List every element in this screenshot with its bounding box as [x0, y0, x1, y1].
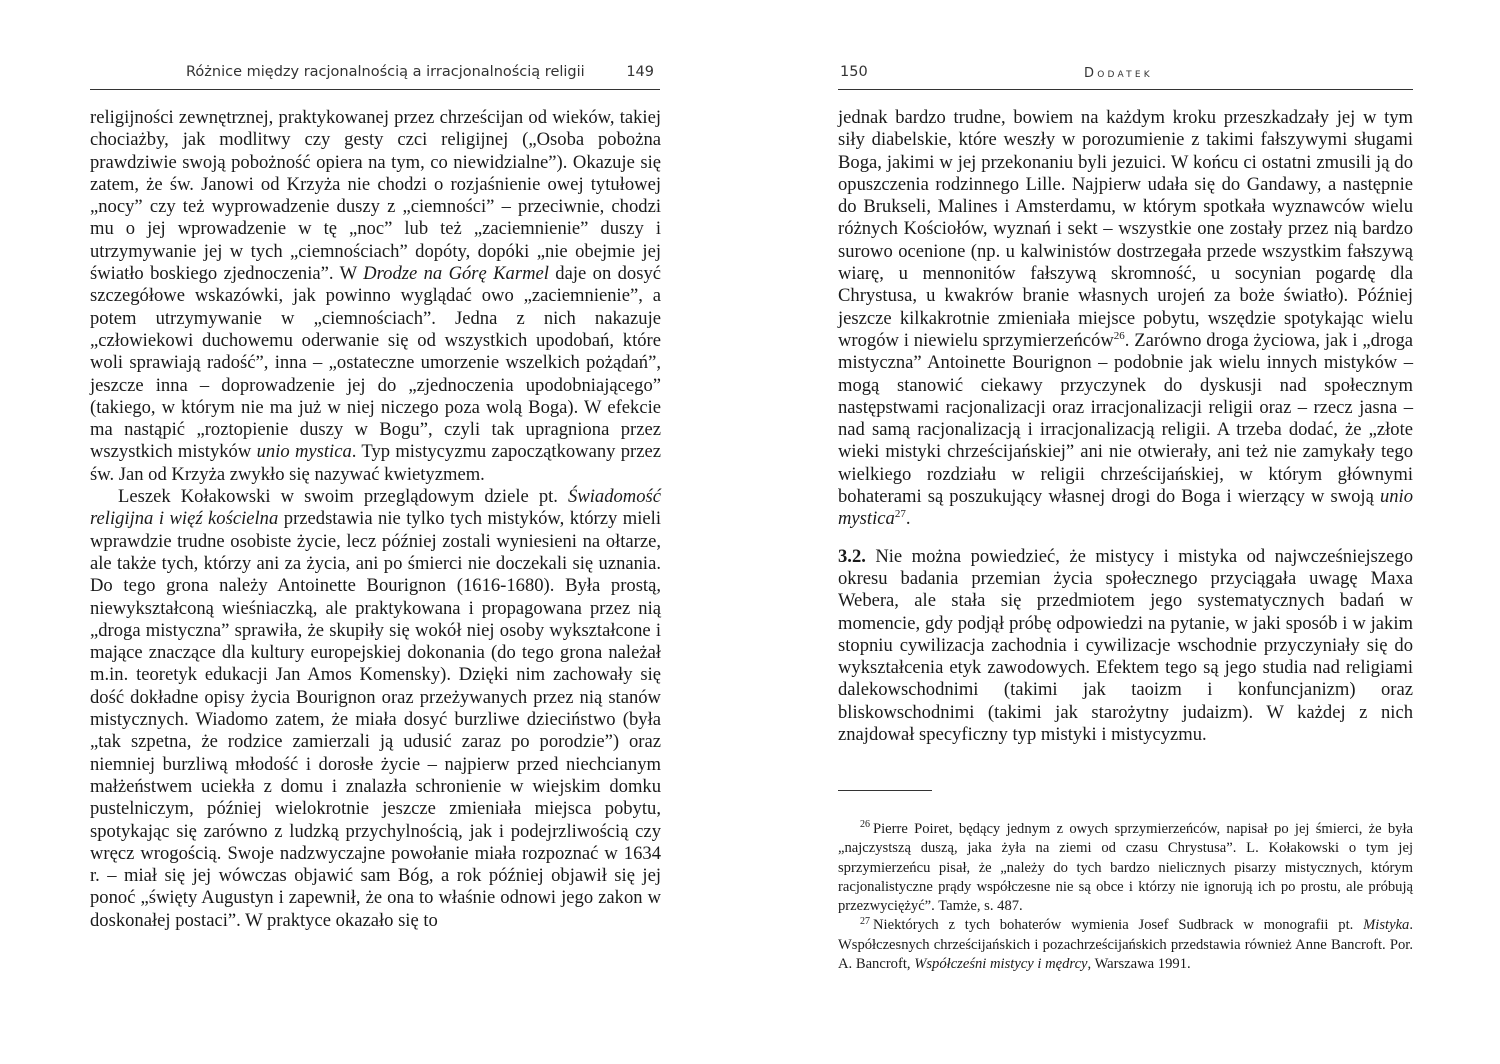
- running-title: Różnice między racjonalnością a irracjonalnością religii: [186, 64, 585, 80]
- text-run: .: [905, 508, 911, 530]
- italic-term: unio mystica: [256, 441, 352, 463]
- italic-title: Świadomość religijna i więź kościelna: [90, 486, 661, 530]
- footnotes: [838, 820, 1413, 974]
- text-run: Leszek Kołakowski w swoim przeglądowym dziele pt.: [118, 486, 569, 508]
- text-run: . Zarówno droga życiowa, jak i „droga mistyczna” Antoinette Bourignon – podobnie jak wielu innych mistyków – mogą stanowić ciekawy przyczynek do dyskusji nad społecznym następstwami racjonalizacji oraz irracjonalizacji religii oraz – rzecz jasna – nad samą racjonalizacją i irracjonalizacją religii. A trzeba dodać, że „złote wieki mistyki chrześcijańskiej” ani nie otwierały, ani też nie zamykały tego wielkiego rozdziału w religii chrześcijańskiej, w którym głównymi bohaterami są poszukujący własnej drogi do Boga i wierzący w swoją: [838, 329, 1413, 508]
- text-run: przedstawia nie tylko tych mistyków, którzy mieli wprawdzie trudne osobiste życie, lecz później zostali wyniesieni na ołtarze, ale także tych, którzy ani za życia, ani po śmierci nie doczekali się uznania. Do tego grona należy Antoinette Bourignon (1616-1680). Była prostą, niewykształconą wieśniaczką, ale praktykowana i propagowana przez nią „droga mistyczna” sprawiła, że skupiły się wokół niej osoby wykształcone i mające znaczące dla kultury europejskiej dokonania (do tego grona należał m.in. teoretyk edukacji Jan Amos Komensky). Dzięki nim zachowały się dość dokładne opisy życia Bourignon oraz przeżywanych przez nią stanów mistycznych. Wiadomo zatem, że miała dosyć burzliwe dzieciństwo (była „tak szpetna, że rodzice zamierzali ją udusić zaraz po porodzie”) oraz niemniej burzliwą młodość i dorosłe życie – najpierw przed niechcianym małżeństwem uciekła z domu i znalazła schronienie w wiejskim domku pustelniczym, później wielokrotnie jeszcze zmieniała miejsca pobytu, spotykając się zarówno z ludzką przychylnością, jak i podejrzliwością czy wręcz wrogością. Swoje nadzwyczajne powołanie miała rozpoznać w 1634 r. – miał się jej wówczas objawić sam Bóg, a rok później objawił się jej ponoć „święty Augustyn i zapewnił, że ona to właśnie odnowi jego zakon w doskonałej postaci”. W praktyce okazało się to: [90, 508, 661, 931]
- text-run: jednak bardzo trudne, bowiem na każdym kroku przeszkadzały jej w tym siły diabelskie, które weszły w porozumienie z takimi fałszywymi sługami Boga, jakimi w jej przekonaniu byli jezuici. W końcu ci ostatni zmusili ją do opuszczenia rodzinnego Lille. Najpierw udała się do Gandawy, a następnie do Brukseli, Malines i Amsterdamu, w którym spotkała wyznawców wielu różnych Kościołów, wyznań i sekt – wszystkie one zostały przez nią bardzo surowo ocenione (np. u kalwinistów dostrzegała przede wszystkim fałszywą wiarę, u mennonitów fałszywą skromność, u socynian pogardę dla Chrystusa, u kwakrów branie własnych urojeń za boże światło). Później jeszcze kilkakrotnie zmieniała miejsce pobytu, wszędzie spotykając wielu wrogów i niewielu sprzymierzeńców: [838, 107, 1413, 351]
- footnote-mark: 27: [860, 915, 870, 927]
- text-run: religijności zewnętrznej, praktykowanej przez chrześcijan od wieków, takiej chociażby, jak modlitwy czy gesty czci religijnej („Osoba pobożna prawdziwie swoją pobożność opiera na tym, co niewidzialne”). Okazuje się zatem, że św. Janowi od Krzyża nie chodzi o rozjaśnienie owej tytułowej „nocy” czy też wyprowadzenie duszy z „ciemności” – przeciwnie, chodzi mu o jej wprowadzenie w tę „noc” lub też „zaciemnienie” duszy i utrzymywanie jej w tych „ciemnościach” dopóty, dopóki „nie obejmie jej światło boskiego zjednoczenia”. W: [90, 107, 661, 285]
- body-text: [838, 107, 1413, 746]
- footnote-ref: 26: [1113, 329, 1125, 342]
- footnote-text: Niektórych z tych bohaterów wymienia Josef Sudbrack w monografii pt.: [873, 917, 1364, 934]
- footnote: [838, 916, 1413, 974]
- paragraph: [838, 546, 1413, 747]
- italic-title: Współcześni mistycy i mędrcy: [914, 956, 1088, 973]
- running-head: [90, 60, 660, 90]
- footnote-text: . Współczesnych chrześcijańskich i pozachrześcijańskich przedstawia również Anne Bancroft. Por. A. Bancroft,: [838, 917, 1413, 973]
- running-head: [838, 60, 1413, 90]
- italic-term: unio mystica: [838, 486, 1413, 530]
- text-run: Nie można powiedzieć, że mistycy i mistyka od najwcześniejszego okresu badania przemian życia społecznego przyciągała uwagę Maxa Webera, ale stała się przedmiotem jego systematycznych badań w momencie, gdy podjął próbę odpowiedzi na pytanie, w jaki sposób i w jakim stopniu cywilizacja zachodnia i cywilizacje wschodnie przyczyniały się do wykształcenia etyk zawodowych. Efektem tego są jego studia nad religiami dalekowschodnimi (takimi jak taoizm i konfuncjanizm) oraz bliskowschodnimi (takimi jak starożytny judaizm). W każdej z nich znajdował specyficzny typ mistyki i mistycyzmu.: [838, 545, 1413, 746]
- footnote-text: Pierre Poiret, będący jednym z owych sprzymierzeńców, napisał po jej śmierci, że była „najczystszą duszą, jaka żyła na ziemi od czasu Chrystusa”. L. Kołakowski o tym jej sprzymierzeńcu pisał, że „należy do tych bardzo nielicznych pisarzy mistycznych, którym racjonalistyczne prądy współczesne nie są obce i którzy nie ignorują ich po prostu, ale próbują przezwyciężyć”. Tamże, s. 487.: [838, 821, 1413, 915]
- footnote-rule: [838, 790, 932, 791]
- footnote-ref: 27: [894, 508, 906, 521]
- page-number: 150: [840, 64, 868, 80]
- paragraph: [838, 107, 1413, 531]
- footnote: [838, 820, 1413, 916]
- paragraph: [90, 107, 661, 486]
- body-text: [90, 107, 661, 932]
- italic-title: Mistyka: [1363, 917, 1410, 934]
- text-run: . Typ mistycyzmu zapoczątkowany przez św. Jan od Krzyża zwykło się nazywać kwietyzmem.: [90, 441, 661, 485]
- paragraph: [90, 486, 661, 932]
- italic-title: Drodze na Górę Karmel: [363, 263, 549, 285]
- footnote-mark: 26: [860, 819, 870, 831]
- running-title: Dodatek: [1084, 66, 1153, 81]
- page-number: 149: [626, 64, 654, 80]
- text-run: daje on dosyć szczegółowe wskazówki, jak powinno wyglądać owo „zaciemnienie”, a potem utrzymywanie w „ciemnościach”. Jedna z nich nakazuje „człowiekowi duchowemu oderwanie się od wszystkich upodobań, które woli sprawiają radość”, inna – „ostateczne umorzenie wszelkich pożądań”, jeszcze inna – doprowadzenie jej do „zjednoczenia upodobniającego” (takiego, w którym nie ma już w niej niczego poza wolą Boga). W efekcie ma nastąpić „roztopienie duszy w Bogu”, czyli tak upragniona przez wszystkich mistyków: [90, 263, 661, 463]
- footnote-text: , Warszawa 1991.: [1087, 956, 1191, 973]
- section-number: 3.2.: [838, 545, 866, 567]
